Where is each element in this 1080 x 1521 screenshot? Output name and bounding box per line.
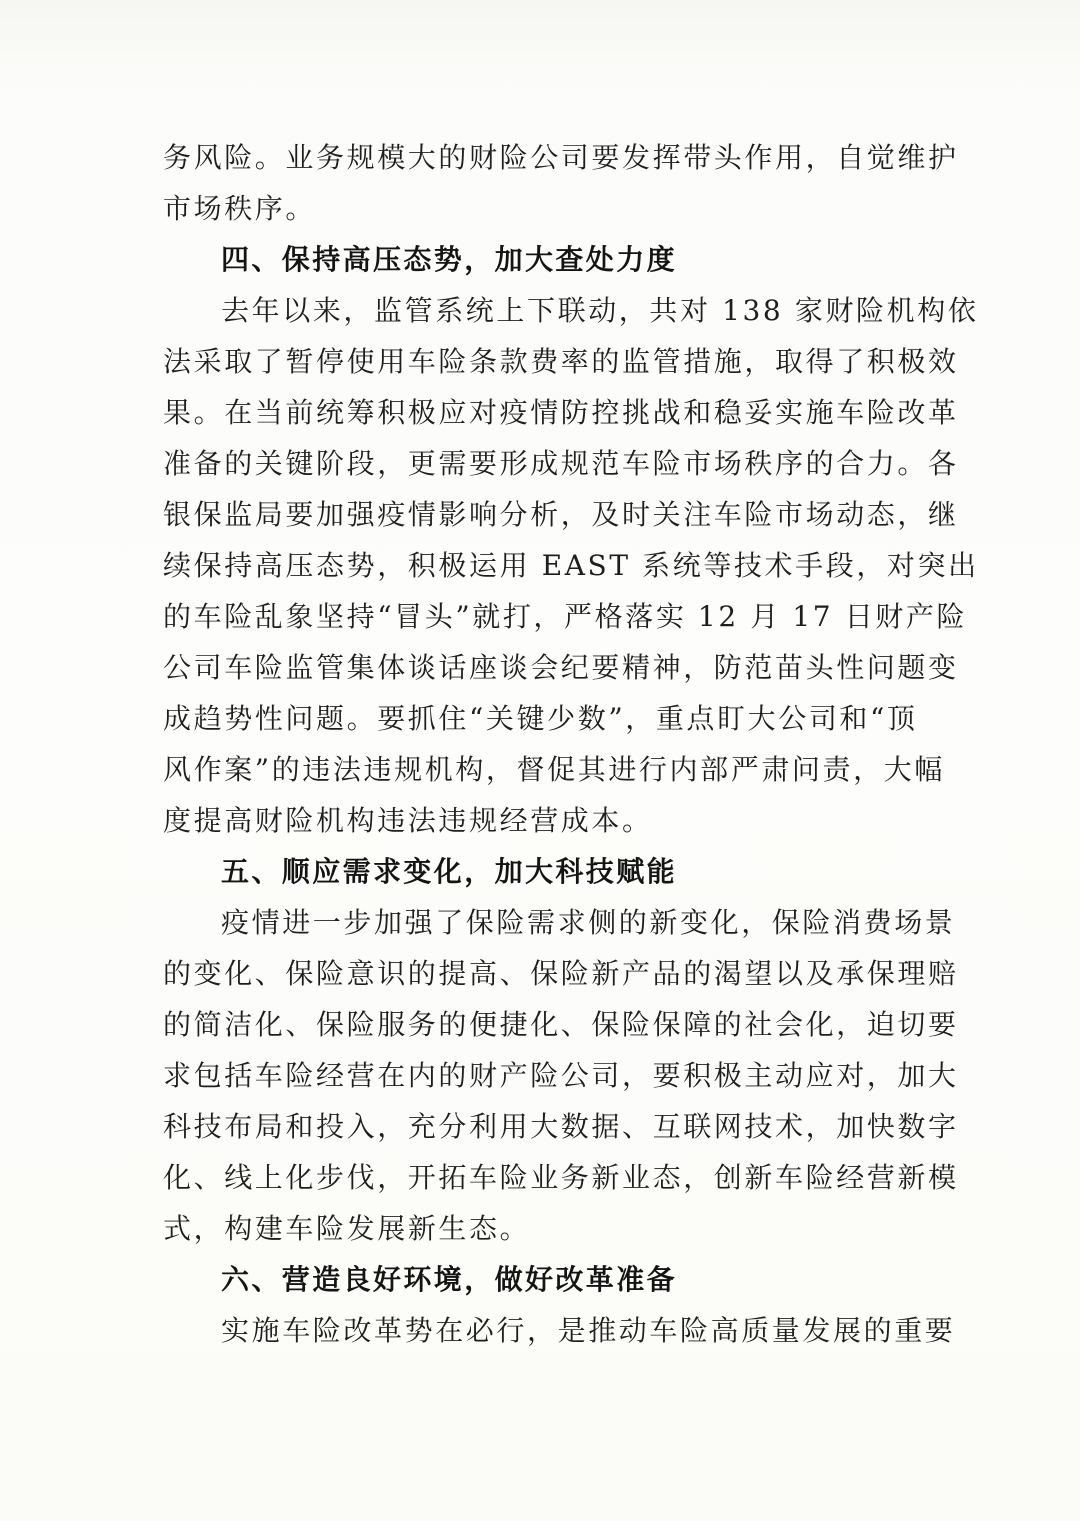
text-line: 法采取了暂停使用车险条款费率的监管措施，取得了积极效 xyxy=(163,345,959,378)
text-line: 实施车险改革势在必行，是推动车险高质量发展的重要 xyxy=(221,1314,956,1347)
text-line: 市场秩序。 xyxy=(163,192,317,225)
text-line: 续保持高压态势，积极运用 EAST 系统等技术手段，对突出 xyxy=(163,549,979,582)
text-line: 银保监局要加强疫情影响分析，及时关注车险市场动态，继 xyxy=(163,498,959,531)
document-body xyxy=(163,132,979,1356)
text-line: 科技布局和投入，充分利用大数据、互联网技术，加快数字 xyxy=(163,1110,959,1143)
text-line: 风作案”的违法违规机构，督促其进行内部严肃问责，大幅 xyxy=(163,753,945,786)
text-line: 成趋势性问题。要抓住“关键少数”，重点盯大公司和“顶 xyxy=(163,702,918,735)
section-heading-6: 六、营造良好环境，做好改革准备 xyxy=(221,1263,678,1296)
text-line: 准备的关键阶段，更需要形成规范车险市场秩序的合力。各 xyxy=(163,447,959,480)
text-line: 疫情进一步加强了保险需求侧的新变化，保险消费场景 xyxy=(221,906,956,939)
text-line: 式，构建车险发展新生态。 xyxy=(163,1212,531,1245)
text-line: 求包括车险经营在内的财产险公司，要积极主动应对，加大 xyxy=(163,1059,959,1092)
text-line: 度提高财险机构违法违规经营成本。 xyxy=(163,804,653,837)
text-line: 务风险。业务规模大的财险公司要发挥带头作用，自觉维护 xyxy=(163,141,959,174)
text-line: 去年以来，监管系统上下联动，共对 138 家财险机构依 xyxy=(221,294,979,327)
text-line: 果。在当前统筹积极应对疫情防控挑战和稳妥实施车险改革 xyxy=(163,396,959,429)
text-line: 的简洁化、保险服务的便捷化、保险保障的社会化，迫切要 xyxy=(163,1008,959,1041)
text-line: 化、线上化步伐，开拓车险业务新业态，创新车险经营新模 xyxy=(163,1161,959,1194)
section-heading-5: 五、顺应需求变化，加大科技赋能 xyxy=(221,855,678,888)
section-heading-4: 四、保持高压态势，加大查处力度 xyxy=(221,243,678,276)
text-line: 的车险乱象坚持“冒头”就打，严格落实 12 月 17 日财产险 xyxy=(163,600,968,633)
text-line: 公司车险监管集体谈话座谈会纪要精神，防范苗头性问题变 xyxy=(163,651,959,684)
text-line: 的变化、保险意识的提高、保险新产品的渴望以及承保理赔 xyxy=(163,957,959,990)
